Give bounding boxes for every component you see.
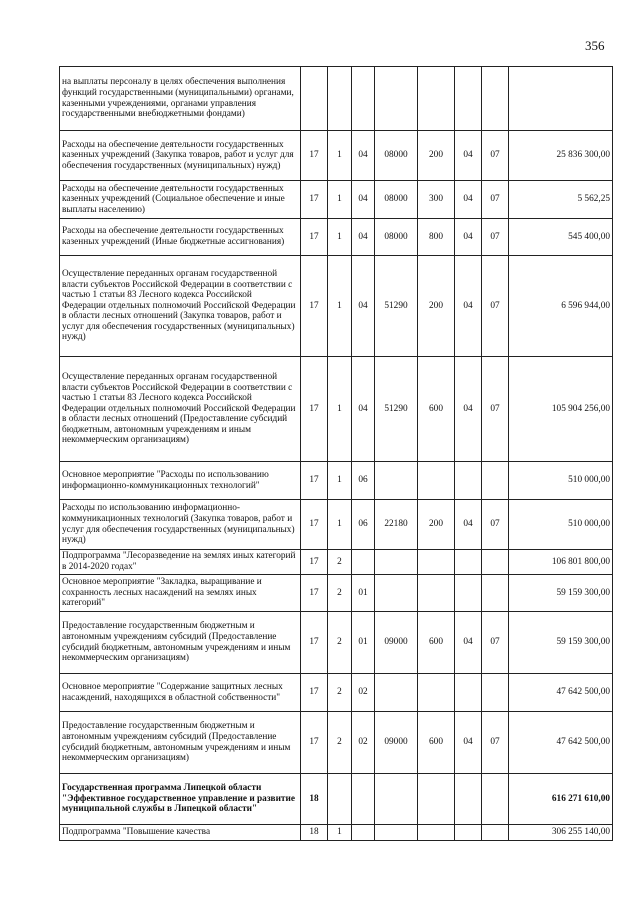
row-code-c6: 04	[455, 219, 482, 256]
row-code-c5: 300	[418, 181, 455, 219]
row-code-c7: 07	[482, 256, 509, 357]
row-code-c7: 07	[482, 131, 509, 181]
row-code-c5: 800	[418, 219, 455, 256]
row-code-c2: 1	[328, 181, 352, 219]
table-row	[60, 612, 613, 674]
row-code-c1: 17	[301, 500, 328, 550]
row-code-c5	[418, 774, 455, 825]
row-code-c3: 04	[352, 256, 375, 357]
row-code-c6: 04	[455, 256, 482, 357]
row-amount-cell: 47 642 500,00	[509, 674, 613, 712]
row-amount-cell: 106 801 800,00	[509, 550, 613, 575]
row-code-c6	[455, 674, 482, 712]
row-code-c2: 1	[328, 219, 352, 256]
row-code-c4: 22180	[375, 500, 418, 550]
row-code-c1: 17	[301, 357, 328, 462]
row-code-c7: 07	[482, 357, 509, 462]
row-amount-cell: 25 836 300,00	[509, 131, 613, 181]
row-code-c4	[375, 825, 418, 841]
page-number: 356	[585, 38, 605, 53]
table-row	[60, 181, 613, 219]
row-amount-cell: 59 159 300,00	[509, 575, 613, 612]
row-code-c1: 17	[301, 612, 328, 674]
table-row	[60, 462, 613, 500]
row-code-c6	[455, 774, 482, 825]
row-code-c1: 17	[301, 674, 328, 712]
row-amount-cell: 6 596 944,00	[509, 256, 613, 357]
row-code-c6	[455, 67, 482, 131]
row-name-cell: Предоставление государственным бюджетным и автономным учреждениям субсидий (Предоставление субсидий бюджетным, автономным учреждениям и иным некоммерческим организациям)	[60, 612, 301, 674]
row-code-c5	[418, 674, 455, 712]
row-name-cell: Осуществление переданных органам государственной власти субъектов Российской Федерации в соответствии с частью 1 статьи 83 Лесного кодекса Российской Федерации отдельных полномочий Российской Федерации в области лесных отношений (Закупка товаров, работ и услуг для обеспечения государственных (муниципальных) нужд)	[60, 256, 301, 357]
row-code-c5	[418, 575, 455, 612]
row-code-c7	[482, 550, 509, 575]
row-code-c3: 04	[352, 357, 375, 462]
row-amount-cell: 510 000,00	[509, 500, 613, 550]
row-name-cell: Государственная программа Липецкой области "Эффективное государственное управление и развитие муниципальной службы в Липецкой области"	[60, 774, 301, 825]
row-code-c4: 51290	[375, 357, 418, 462]
row-amount-cell: 5 562,25	[509, 181, 613, 219]
row-code-c4: 09000	[375, 612, 418, 674]
row-code-c6: 04	[455, 181, 482, 219]
row-code-c5: 600	[418, 612, 455, 674]
row-code-c4	[375, 575, 418, 612]
row-amount-cell: 616 271 610,00	[509, 774, 613, 825]
table-row	[60, 774, 613, 825]
row-amount-cell: 59 159 300,00	[509, 612, 613, 674]
row-code-c3: 01	[352, 612, 375, 674]
row-code-c2: 1	[328, 500, 352, 550]
row-code-c5: 600	[418, 712, 455, 774]
row-code-c6: 04	[455, 131, 482, 181]
row-name-cell: Основное мероприятие "Расходы по использованию информационно-коммуникационных технологий"	[60, 462, 301, 500]
row-name-cell: Расходы по использованию информационно-коммуникационных технологий (Закупка товаров, работ и услуг для обеспечения государственных (муниципальных) нужд)	[60, 500, 301, 550]
row-code-c1: 17	[301, 575, 328, 612]
row-code-c3: 02	[352, 712, 375, 774]
row-code-c3: 06	[352, 500, 375, 550]
row-name-cell: Подпрограмма "Повышение качества	[60, 825, 301, 841]
row-code-c7	[482, 462, 509, 500]
row-code-c7	[482, 575, 509, 612]
row-code-c4: 08000	[375, 131, 418, 181]
table-row	[60, 131, 613, 181]
row-code-c1: 17	[301, 550, 328, 575]
row-code-c3: 04	[352, 219, 375, 256]
row-code-c5	[418, 462, 455, 500]
row-code-c2: 2	[328, 674, 352, 712]
row-code-c2: 1	[328, 462, 352, 500]
row-code-c7	[482, 674, 509, 712]
row-code-c4: 51290	[375, 256, 418, 357]
row-code-c1: 17	[301, 131, 328, 181]
row-code-c3	[352, 550, 375, 575]
table-row	[60, 825, 613, 841]
row-code-c4: 08000	[375, 181, 418, 219]
row-code-c7: 07	[482, 181, 509, 219]
row-code-c4: 08000	[375, 219, 418, 256]
row-code-c7	[482, 67, 509, 131]
row-code-c3: 06	[352, 462, 375, 500]
row-code-c4	[375, 774, 418, 825]
row-amount-cell: 510 000,00	[509, 462, 613, 500]
row-code-c5: 200	[418, 131, 455, 181]
row-code-c6: 04	[455, 500, 482, 550]
row-code-c5	[418, 550, 455, 575]
table-body	[60, 67, 613, 841]
row-name-cell: Расходы на обеспечение деятельности государственных казенных учреждений (Иные бюджетные ассигнования)	[60, 219, 301, 256]
row-code-c3	[352, 67, 375, 131]
row-code-c1: 17	[301, 712, 328, 774]
row-code-c4: 09000	[375, 712, 418, 774]
row-code-c1: 17	[301, 181, 328, 219]
row-code-c2: 1	[328, 357, 352, 462]
table-row	[60, 712, 613, 774]
row-code-c3: 01	[352, 575, 375, 612]
row-code-c1: 17	[301, 256, 328, 357]
row-code-c6: 04	[455, 357, 482, 462]
row-code-c6: 04	[455, 612, 482, 674]
row-code-c2: 2	[328, 575, 352, 612]
row-code-c1: 18	[301, 825, 328, 841]
row-code-c3	[352, 825, 375, 841]
row-name-cell: Расходы на обеспечение деятельности государственных казенных учреждений (Закупка товаров, работ и услуг для обеспечения государственных (муниципальных) нужд)	[60, 131, 301, 181]
row-code-c2: 2	[328, 550, 352, 575]
table-row	[60, 219, 613, 256]
table-row	[60, 500, 613, 550]
row-name-cell: Расходы на обеспечение деятельности государственных казенных учреждений (Социальное обеспечение и иные выплаты населению)	[60, 181, 301, 219]
row-name-cell: на выплаты персоналу в целях обеспечения выполнения функций государственными (муниципальными) органами, казенными учреждениями, органами управления государственными внебюджетными фондами)	[60, 67, 301, 131]
row-name-cell: Осуществление переданных органам государственной власти субъектов Российской Федерации в соответствии с частью 1 статьи 83 Лесного кодекса Российской Федерации отдельных полномочий Российской Федерации в области лесных отношений (Предоставление субсидий бюджетным, автономным учреждениям и иным некоммерческим организациям)	[60, 357, 301, 462]
row-code-c5	[418, 67, 455, 131]
row-amount-cell: 545 400,00	[509, 219, 613, 256]
row-code-c6	[455, 550, 482, 575]
row-code-c7	[482, 774, 509, 825]
row-code-c7: 07	[482, 219, 509, 256]
table-row	[60, 674, 613, 712]
table-row	[60, 67, 613, 131]
row-code-c3: 04	[352, 131, 375, 181]
row-code-c5	[418, 825, 455, 841]
budget-table	[59, 66, 613, 841]
row-amount-cell	[509, 67, 613, 131]
row-code-c2: 1	[328, 825, 352, 841]
row-code-c5: 200	[418, 256, 455, 357]
row-code-c2: 2	[328, 612, 352, 674]
row-code-c6	[455, 825, 482, 841]
row-code-c3: 04	[352, 181, 375, 219]
row-code-c2: 1	[328, 131, 352, 181]
row-code-c7: 07	[482, 612, 509, 674]
table-row	[60, 256, 613, 357]
table-row	[60, 357, 613, 462]
row-code-c6	[455, 575, 482, 612]
row-amount-cell: 47 642 500,00	[509, 712, 613, 774]
row-amount-cell: 306 255 140,00	[509, 825, 613, 841]
row-code-c1: 17	[301, 219, 328, 256]
table-row	[60, 575, 613, 612]
row-name-cell: Основное мероприятие "Содержание защитных лесных насаждений, находящихся в областной собственности"	[60, 674, 301, 712]
row-code-c7: 07	[482, 500, 509, 550]
row-code-c4	[375, 67, 418, 131]
row-code-c6	[455, 462, 482, 500]
row-code-c7	[482, 825, 509, 841]
row-name-cell: Подпрограмма "Лесоразведение на землях иных категорий в 2014-2020 годах"	[60, 550, 301, 575]
row-code-c7: 07	[482, 712, 509, 774]
row-code-c4	[375, 674, 418, 712]
row-code-c4	[375, 550, 418, 575]
row-code-c6: 04	[455, 712, 482, 774]
row-name-cell: Основное мероприятие "Закладка, выращивание и сохранность лесных насаждений на землях иных категорий"	[60, 575, 301, 612]
row-amount-cell: 105 904 256,00	[509, 357, 613, 462]
row-name-cell: Предоставление государственным бюджетным и автономным учреждениям субсидий (Предоставление субсидий бюджетным, автономным учреждениям и иным некоммерческим организациям)	[60, 712, 301, 774]
row-code-c2	[328, 67, 352, 131]
row-code-c2: 1	[328, 256, 352, 357]
row-code-c1	[301, 67, 328, 131]
row-code-c1: 18	[301, 774, 328, 825]
row-code-c3: 02	[352, 674, 375, 712]
row-code-c2: 2	[328, 712, 352, 774]
row-code-c3	[352, 774, 375, 825]
row-code-c5: 600	[418, 357, 455, 462]
row-code-c5: 200	[418, 500, 455, 550]
row-code-c4	[375, 462, 418, 500]
row-code-c1: 17	[301, 462, 328, 500]
row-code-c2	[328, 774, 352, 825]
table-row	[60, 550, 613, 575]
